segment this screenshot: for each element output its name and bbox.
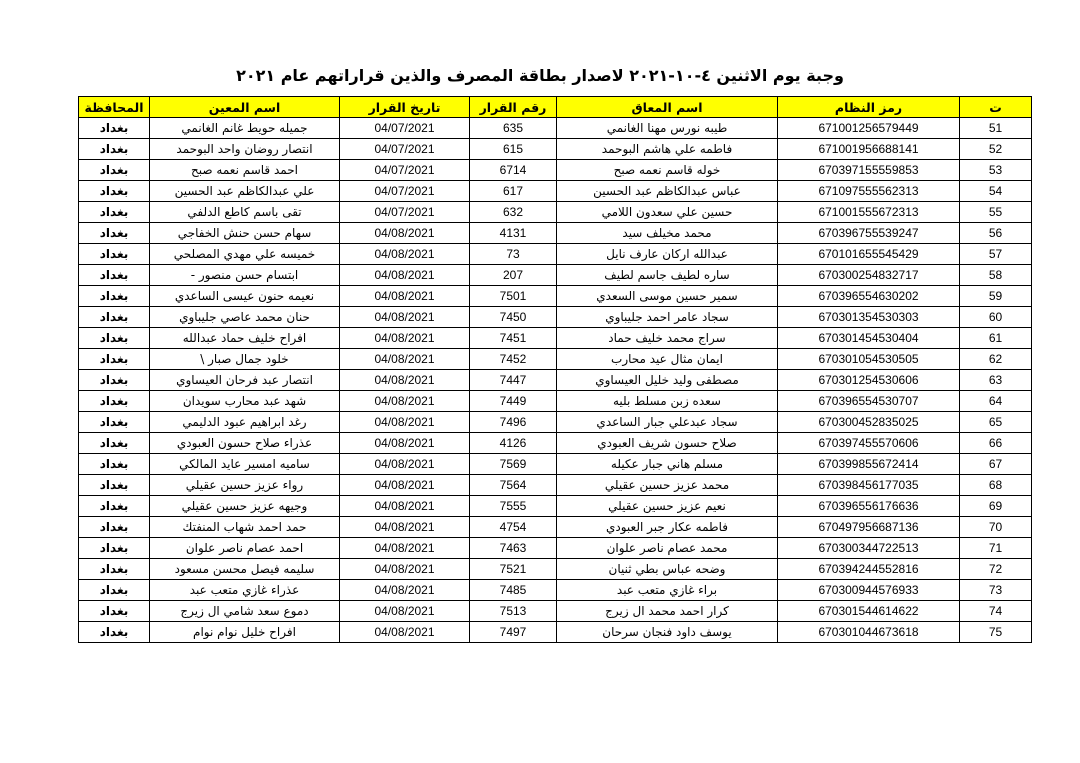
- cell-decision-date: 04/08/2021: [340, 391, 470, 412]
- table-row: [79, 601, 1032, 622]
- header-carer-name: اسم المعين: [150, 97, 340, 118]
- cell-system-code: 670301254530606: [778, 370, 960, 391]
- cell-disabled-name: براء غازي متعب عبد: [557, 580, 778, 601]
- cell-decision-number: 7501: [470, 286, 557, 307]
- table-row: [79, 244, 1032, 265]
- cell-system-code: 670396556176636: [778, 496, 960, 517]
- cell-seq: 62: [960, 349, 1032, 370]
- cell-seq: 57: [960, 244, 1032, 265]
- cell-carer-name: ابتسام حسن منصور -: [150, 265, 340, 286]
- cell-seq: 53: [960, 160, 1032, 181]
- cell-carer-name: احمد قاسم نعمه صبح: [150, 160, 340, 181]
- cell-system-code: 670398456177035: [778, 475, 960, 496]
- cell-system-code: 670497956687136: [778, 517, 960, 538]
- cell-seq: 54: [960, 181, 1032, 202]
- cell-decision-date: 04/08/2021: [340, 223, 470, 244]
- table-row: [79, 496, 1032, 517]
- cell-carer-name: شهد عبد محارب سويدان: [150, 391, 340, 412]
- cell-disabled-name: فاطمه عكار جبر العبودي: [557, 517, 778, 538]
- cell-carer-name: وجيهه عزيز حسين عقيلي: [150, 496, 340, 517]
- cell-decision-number: 7521: [470, 559, 557, 580]
- table-row: [79, 349, 1032, 370]
- cell-carer-name: جميله حويط غانم الغانمي: [150, 118, 340, 139]
- cell-disabled-name: خوله قاسم نعمه صبح: [557, 160, 778, 181]
- cell-seq: 75: [960, 622, 1032, 643]
- cell-governorate: بغداد: [79, 328, 150, 349]
- cell-governorate: بغداد: [79, 433, 150, 454]
- cell-decision-date: 04/08/2021: [340, 559, 470, 580]
- cell-decision-number: 7485: [470, 580, 557, 601]
- cell-system-code: 670396755539247: [778, 223, 960, 244]
- cell-carer-name: سهام حسن حنش الخفاجي: [150, 223, 340, 244]
- cell-seq: 52: [960, 139, 1032, 160]
- cell-carer-name: رواء عزيز حسين عقيلي: [150, 475, 340, 496]
- cell-decision-number: 7451: [470, 328, 557, 349]
- cell-carer-name: احمد عصام ناصر علوان: [150, 538, 340, 559]
- cell-decision-date: 04/08/2021: [340, 265, 470, 286]
- cell-decision-number: 632: [470, 202, 557, 223]
- cell-governorate: بغداد: [79, 622, 150, 643]
- cell-carer-name: خلود جمال صبار \: [150, 349, 340, 370]
- cell-disabled-name: محمد عصام ناصر علوان: [557, 538, 778, 559]
- cell-seq: 63: [960, 370, 1032, 391]
- cell-decision-number: 7463: [470, 538, 557, 559]
- cell-carer-name: علي عبدالكاظم عبد الحسين: [150, 181, 340, 202]
- cell-system-code: 670394244552816: [778, 559, 960, 580]
- cell-disabled-name: سمير حسين موسى السعدي: [557, 286, 778, 307]
- cell-disabled-name: حسين علي سعدون اللامي: [557, 202, 778, 223]
- table-row: [79, 622, 1032, 643]
- table-row: [79, 181, 1032, 202]
- cell-decision-date: 04/07/2021: [340, 181, 470, 202]
- cell-decision-date: 04/07/2021: [340, 118, 470, 139]
- cell-seq: 55: [960, 202, 1032, 223]
- cell-disabled-name: سجاد عامر احمد جليباوي: [557, 307, 778, 328]
- cell-decision-number: 73: [470, 244, 557, 265]
- table-row: [79, 538, 1032, 559]
- cell-carer-name: انتصار عبد فرحان العيساوي: [150, 370, 340, 391]
- cell-decision-number: 207: [470, 265, 557, 286]
- table-row: [79, 370, 1032, 391]
- cell-decision-date: 04/08/2021: [340, 475, 470, 496]
- cell-decision-number: 7555: [470, 496, 557, 517]
- cell-carer-name: نعيمه حنون عيسى الساعدي: [150, 286, 340, 307]
- cell-disabled-name: عباس عبدالكاظم عبد الحسين: [557, 181, 778, 202]
- header-row: [79, 97, 1032, 118]
- cell-decision-date: 04/08/2021: [340, 307, 470, 328]
- cell-system-code: 670397155559853: [778, 160, 960, 181]
- cell-decision-number: 7496: [470, 412, 557, 433]
- cell-seq: 58: [960, 265, 1032, 286]
- cell-system-code: 670301054530505: [778, 349, 960, 370]
- cell-disabled-name: محمد مخيلف سيد: [557, 223, 778, 244]
- cell-governorate: بغداد: [79, 412, 150, 433]
- header-system-code: رمز النظام: [778, 97, 960, 118]
- cell-decision-number: 635: [470, 118, 557, 139]
- cell-disabled-name: صلاح حسون شريف العبودي: [557, 433, 778, 454]
- cell-decision-date: 04/08/2021: [340, 538, 470, 559]
- header-governorate: المحافظة: [79, 97, 150, 118]
- cell-disabled-name: يوسف داود فنجان سرحان: [557, 622, 778, 643]
- cell-governorate: بغداد: [79, 181, 150, 202]
- cell-governorate: بغداد: [79, 601, 150, 622]
- table-row: [79, 139, 1032, 160]
- cell-governorate: بغداد: [79, 244, 150, 265]
- cell-disabled-name: كرار احمد محمد ال زيرج: [557, 601, 778, 622]
- cell-system-code: 670301354530303: [778, 307, 960, 328]
- cell-decision-number: 4131: [470, 223, 557, 244]
- cell-disabled-name: عبدالله اركان عارف نايل: [557, 244, 778, 265]
- cell-decision-number: 617: [470, 181, 557, 202]
- cell-decision-date: 04/08/2021: [340, 370, 470, 391]
- cell-system-code: 671001256579449: [778, 118, 960, 139]
- cell-carer-name: دموع سعد شامي ال زيرج: [150, 601, 340, 622]
- cell-decision-date: 04/08/2021: [340, 580, 470, 601]
- cell-decision-number: 4754: [470, 517, 557, 538]
- cell-carer-name: افراح خليل نوام نوام: [150, 622, 340, 643]
- header-decision-number: رقم القرار: [470, 97, 557, 118]
- cell-governorate: بغداد: [79, 265, 150, 286]
- cell-governorate: بغداد: [79, 160, 150, 181]
- cell-disabled-name: نعيم عزيز حسين عقيلي: [557, 496, 778, 517]
- cell-seq: 56: [960, 223, 1032, 244]
- cell-carer-name: حنان محمد عاصي جليباوي: [150, 307, 340, 328]
- cell-decision-number: 7447: [470, 370, 557, 391]
- cell-seq: 64: [960, 391, 1032, 412]
- cell-disabled-name: مصطفى وليد خليل العيساوي: [557, 370, 778, 391]
- cell-system-code: 670101655545429: [778, 244, 960, 265]
- cell-decision-number: 7452: [470, 349, 557, 370]
- cell-system-code: 670301044673618: [778, 622, 960, 643]
- cell-governorate: بغداد: [79, 286, 150, 307]
- cell-seq: 61: [960, 328, 1032, 349]
- cell-decision-date: 04/08/2021: [340, 517, 470, 538]
- cell-system-code: 670397455570606: [778, 433, 960, 454]
- cell-carer-name: سليمه فيصل محسن مسعود: [150, 559, 340, 580]
- table-row: [79, 223, 1032, 244]
- cell-seq: 73: [960, 580, 1032, 601]
- cell-decision-number: 615: [470, 139, 557, 160]
- cell-system-code: 671001555672313: [778, 202, 960, 223]
- cell-decision-date: 04/08/2021: [340, 433, 470, 454]
- cell-system-code: 670396554630202: [778, 286, 960, 307]
- cell-system-code: 671001956688141: [778, 139, 960, 160]
- cell-decision-number: 7449: [470, 391, 557, 412]
- cell-seq: 74: [960, 601, 1032, 622]
- cell-disabled-name: سراج محمد خليف حماد: [557, 328, 778, 349]
- header-seq: ت: [960, 97, 1032, 118]
- cell-disabled-name: ايمان مثال عيد محارب: [557, 349, 778, 370]
- cell-carer-name: تقى باسم كاطع الدلفي: [150, 202, 340, 223]
- cell-disabled-name: محمد عزيز حسين عقيلي: [557, 475, 778, 496]
- cell-decision-date: 04/08/2021: [340, 622, 470, 643]
- cell-carer-name: ساميه امسير عايد المالكي: [150, 454, 340, 475]
- cell-decision-date: 04/08/2021: [340, 601, 470, 622]
- cell-seq: 69: [960, 496, 1032, 517]
- cell-seq: 68: [960, 475, 1032, 496]
- cell-system-code: 670300452835025: [778, 412, 960, 433]
- cell-carer-name: عذراء صلاح حسون العبودي: [150, 433, 340, 454]
- cell-seq: 59: [960, 286, 1032, 307]
- table-row: [79, 307, 1032, 328]
- cell-system-code: 670300344722513: [778, 538, 960, 559]
- cell-carer-name: عذراء غازي متعب عبد: [150, 580, 340, 601]
- beneficiaries-table: [78, 96, 1032, 643]
- cell-carer-name: رغد ابراهيم عبود الدليمي: [150, 412, 340, 433]
- table-row: [79, 559, 1032, 580]
- cell-disabled-name: وضحه عباس بطي ثنيان: [557, 559, 778, 580]
- cell-governorate: بغداد: [79, 118, 150, 139]
- cell-governorate: بغداد: [79, 391, 150, 412]
- cell-carer-name: انتصار روضان واحد البوحمد: [150, 139, 340, 160]
- cell-disabled-name: سعده زبن مسلط بليه: [557, 391, 778, 412]
- cell-system-code: 670300944576933: [778, 580, 960, 601]
- cell-disabled-name: مسلم هاني جبار عكيله: [557, 454, 778, 475]
- cell-disabled-name: ساره لطيف جاسم لطيف: [557, 265, 778, 286]
- cell-seq: 71: [960, 538, 1032, 559]
- cell-disabled-name: سجاد عبدعلي جبار الساعدي: [557, 412, 778, 433]
- cell-decision-number: 4126: [470, 433, 557, 454]
- table-row: [79, 391, 1032, 412]
- cell-governorate: بغداد: [79, 538, 150, 559]
- header-disabled-name: اسم المعاق: [557, 97, 778, 118]
- cell-governorate: بغداد: [79, 496, 150, 517]
- cell-disabled-name: طيبه نورس مهنا الغانمي: [557, 118, 778, 139]
- cell-seq: 70: [960, 517, 1032, 538]
- cell-system-code: 670396554530707: [778, 391, 960, 412]
- cell-carer-name: افراح خليف حماد عبدالله: [150, 328, 340, 349]
- page-title: وجبة يوم الاثنين ٤-١٠-٢٠٢١ لاصدار بطاقة المصرف والذين قراراتهم عام ٢٠٢١: [236, 66, 844, 85]
- cell-decision-number: 7513: [470, 601, 557, 622]
- cell-decision-number: 7564: [470, 475, 557, 496]
- cell-governorate: بغداد: [79, 580, 150, 601]
- cell-system-code: 671097555562313: [778, 181, 960, 202]
- cell-decision-date: 04/08/2021: [340, 496, 470, 517]
- table-row: [79, 286, 1032, 307]
- cell-decision-date: 04/08/2021: [340, 244, 470, 265]
- cell-seq: 51: [960, 118, 1032, 139]
- cell-governorate: بغداد: [79, 223, 150, 244]
- cell-seq: 60: [960, 307, 1032, 328]
- cell-decision-date: 04/07/2021: [340, 202, 470, 223]
- cell-carer-name: خميسه علي مهدي المصلحي: [150, 244, 340, 265]
- cell-system-code: 670301544614622: [778, 601, 960, 622]
- cell-seq: 67: [960, 454, 1032, 475]
- cell-governorate: بغداد: [79, 202, 150, 223]
- cell-governorate: بغداد: [79, 349, 150, 370]
- table-row: [79, 433, 1032, 454]
- cell-decision-date: 04/08/2021: [340, 328, 470, 349]
- table-row: [79, 160, 1032, 181]
- cell-seq: 66: [960, 433, 1032, 454]
- cell-decision-date: 04/08/2021: [340, 286, 470, 307]
- cell-governorate: بغداد: [79, 307, 150, 328]
- cell-decision-date: 04/07/2021: [340, 139, 470, 160]
- cell-governorate: بغداد: [79, 454, 150, 475]
- cell-decision-date: 04/08/2021: [340, 349, 470, 370]
- cell-decision-number: 7569: [470, 454, 557, 475]
- table-row: [79, 475, 1032, 496]
- table-row: [79, 580, 1032, 601]
- cell-governorate: بغداد: [79, 559, 150, 580]
- cell-governorate: بغداد: [79, 517, 150, 538]
- table-row: [79, 202, 1032, 223]
- table-row: [79, 118, 1032, 139]
- cell-decision-date: 04/08/2021: [340, 412, 470, 433]
- cell-governorate: بغداد: [79, 139, 150, 160]
- cell-governorate: بغداد: [79, 475, 150, 496]
- cell-decision-number: 7450: [470, 307, 557, 328]
- cell-carer-name: حمد احمد شهاب المنفتك: [150, 517, 340, 538]
- table-row: [79, 412, 1032, 433]
- cell-decision-date: 04/07/2021: [340, 160, 470, 181]
- cell-decision-number: 7497: [470, 622, 557, 643]
- cell-seq: 72: [960, 559, 1032, 580]
- cell-seq: 65: [960, 412, 1032, 433]
- table-row: [79, 328, 1032, 349]
- cell-disabled-name: فاطمه علي هاشم البوحمد: [557, 139, 778, 160]
- header-decision-date: تاريخ القرار: [340, 97, 470, 118]
- cell-decision-number: 6714: [470, 160, 557, 181]
- table-row: [79, 517, 1032, 538]
- table-row: [79, 454, 1032, 475]
- table-row: [79, 265, 1032, 286]
- cell-decision-date: 04/08/2021: [340, 454, 470, 475]
- cell-governorate: بغداد: [79, 370, 150, 391]
- cell-system-code: 670399855672414: [778, 454, 960, 475]
- cell-system-code: 670301454530404: [778, 328, 960, 349]
- cell-system-code: 670300254832717: [778, 265, 960, 286]
